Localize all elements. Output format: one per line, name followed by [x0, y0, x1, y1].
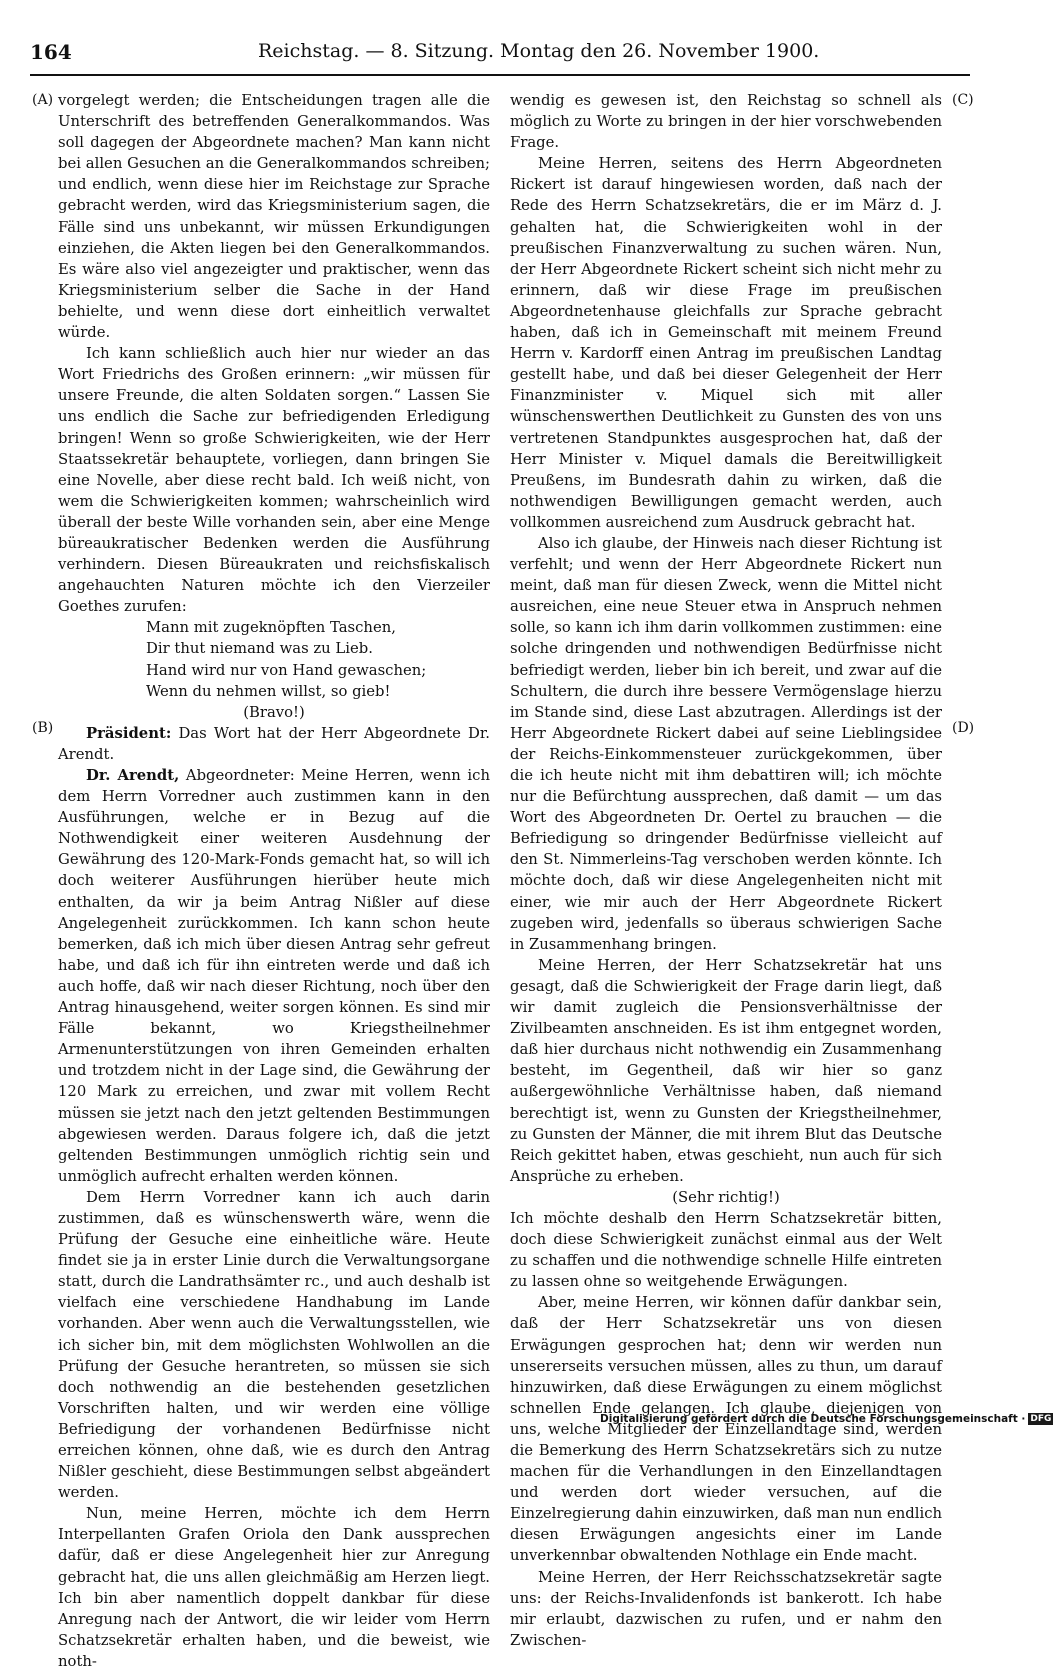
- paragraph: Meine Herren, der Herr Schatzsekretär hat uns gesagt, daß die Schwierigkeit der Frage darin liegt, daß wir damit zugleich die Pensionsverhältnisse der Zivilbeamten anschneiden. Es ist ihm entgegnet worden, daß hier durchaus nicht nothwendig ein Zusammenhang besteht, im Gegentheil, daß wir hier so ganz außergewöhnliche Verhältnisse haben, daß niemand berechtigt ist, wenn zu Gunsten der Kriegstheilnehmer, zu Gunsten der Männer, die mit ihrem Blut das Deutsche Reich gekittet haben, etwas geschieht, nun auch für sich Ansprüche zu erheben.: [510, 956, 942, 1185]
- paragraph: wendig es gewesen ist, den Reichstag so schnell als möglich zu Worte zu bringen in der hier vorschwebenden Frage.: [510, 92, 942, 152]
- interjection-bravo: (Bravo!): [243, 703, 305, 721]
- interjection-sehr-richtig: (Sehr richtig!): [672, 1188, 780, 1206]
- president-statement: [58, 723, 490, 765]
- paragraph: Meine Herren, seitens des Herrn Abgeordneten Rickert ist darauf hingewiesen worden, daß nach der Rede des Herrn Schatzsekretärs, die er im März d. J. gehalten hat, die Schwierigkeiten wohl in der preußischen Finanzverwaltung zu suchen wären. Nun, der Herr Abgeordnete Rickert scheint sich nicht mehr zu erinnern, daß wir diese Frage im preußischen Abgeordnetenhause gleichfalls zur Sprache gebracht haben, daß ich in Gemeinschaft mit meinem Freund Herrn v. Kardorff einen Antrag im preußischen Landtag gestellt habe, und daß bei dieser Gelegenheit der Herr Finanzminister v. Miquel sich mit aller wünschenswerthen Deutlichkeit zu Gunsten des von uns vertretenen Standpunktes ausgesprochen hat, daß der Herr Minister v. Miquel damals die Bereitwilligkeit Preußens, im Bundesrath dahin zu wirken, daß die nothwendigen Bewilligungen gemacht werden, auch vollkommen ausreichend zum Ausdruck gebracht hat.: [510, 155, 942, 531]
- margin-mark-d: (D): [952, 720, 975, 736]
- page-number: 164: [30, 40, 72, 64]
- president-text: Das Wort hat der Herr Abgeordnete Dr. Arendt.: [58, 724, 490, 763]
- verse-line: Hand wird nur von Hand gewaschen;: [146, 661, 427, 679]
- paragraph: Aber, meine Herren, wir können dafür dankbar sein, daß der Herr Schatzsekretär uns von diesen Erwägungen gesprochen hat; denn wir werden nun unsererseits versuchen müssen, alles zu thun, um darauf hinzuwirken, daß diese Erwägungen zu einem möglichst schnellen Ende gelangen. Ich glaube, diejenigen von uns, welche Mitglieder der Einzellandtage sind, werden die Bemerkung des Herrn Schatzsekretärs sich zu nutze machen für die Verhandlungen in den Einzellandtagen und werden dort wieder versuchen, auf die Einzelregierung dahin einzuwirken, daß man nun endlich diesen Erwägungen angesichts einer im Lande unverkennbar obwaltenden Nothlage ein Ende macht.: [510, 1294, 943, 1565]
- footer-text: Digitalisierung gefördert durch die Deutsche Forschungsgemeinschaft ·: [600, 1413, 1026, 1425]
- paragraph: Meine Herren, der Herr Reichsschatzsekretär sagte uns: der Reichs-Invalidenfonds ist bankerott. Ich habe mir erlaubt, dazwischen zu rufen, und er nahm den Zwischen-: [510, 1568, 942, 1649]
- paragraph: Dem Herrn Vorredner kann ich auch darin zustimmen, daß es wünschenswerth wäre, wenn die Prüfung der Gesuche eine einheitliche wäre. Heute findet sie ja in erster Linie durch die Verwaltungsorgane statt, durch die Landrathsämter rc., und auch deshalb ist vielfach eine verschiedene Handhabung im Lande vorhanden. Aber wenn auch die Verwaltungsstellen, wie ich sicher bin, mit dem möglichsten Wohlwollen an die Prüfung der Gesuche herantreten, so müssen sie sich doch nothwendig an die bestehenden gesetzlichen Vorschriften halten, und wir werden eine völlige Befriedigung der vorhandenen Bedürfnisse nicht erreichen können, ohne daß, wie es durch den Antrag Nißler geschieht, diese Bestimmungen selbst abgeändert werden.: [58, 1188, 490, 1502]
- speaker-president: Präsident:: [86, 724, 172, 742]
- margin-mark-c: (C): [952, 92, 974, 108]
- margin-mark-b: (B): [32, 720, 54, 736]
- speaker-arendt: Dr. Arendt,: [86, 767, 180, 784]
- verse-line: Mann mit zugeknöpften Taschen,: [146, 619, 396, 637]
- verse-line: Wenn du nehmen willst, so gieb!: [146, 682, 391, 700]
- left-column: [58, 90, 490, 1670]
- paragraph: vorgelegt werden; die Entscheidungen tragen alle die Unterschrift des betreffenden Generalkommandos. Was soll dagegen der Abgeordnete machen? Man kann nicht bei allen Gesuchen an die Generalkommandos schreiben; und endlich, wenn diese hier im Reichstage zur Sprache gebracht werden, wird das Kriegsministerium sagen, die Fälle sind uns unbekannt, wir müssen Erkundigungen einziehen, die Akten liegen bei den Generalkommandos. Es wäre also viel angezeigter und praktischer, wenn das Kriegsministerium selber die Sache in der Hand behielte, und wenn diese dort einheitlich verwaltet würde.: [58, 92, 490, 342]
- paragraph: Nun, meine Herren, möchte ich dem Herrn Interpellanten Grafen Oriola den Dank aussprechen dafür, daß er diese Angelegenheit hier zur Anregung gebracht hat, die uns allen gleichmäßig am Herzen liegt. Ich bin aber namentlich doppelt dankbar für diese Anregung nach der Antwort, die wir leider vom Herrn Schatzsekretär erhalten haben, und die beweist, wie noth-: [58, 1505, 490, 1670]
- margin-mark-a: (A): [32, 92, 54, 108]
- paragraph: Ich kann schließlich auch hier nur wieder an das Wort Friedrichs des Großen erinnern: „wir müssen für unsere Freunde, die alten Soldaten sorgen.“ Lassen Sie uns endlich die Sache zur befriedigenden Erledigung bringen! Wenn so große Schwierigkeiten, wie der Herr Staatssekretär behauptete, vorliegen, dann bringen Sie eine Novelle, aber diese recht bald. Ich weiß nicht, von wem die Schwierigkeiten kommen; wahrscheinlich wird überall der beste Wille vorhanden sein, aber eine Menge büreaukratischer Bedenken werden die Ausführung verhindern. Diesen Büreaukraten und reichsfiskalisch angehauchten Naturen möchte ich den Vierzeiler Goethes zurufen:: [58, 345, 490, 616]
- footer-credit: [600, 1413, 1052, 1429]
- running-head: Reichstag. — 8. Sitzung. Montag den 26. November 1900.: [258, 40, 820, 62]
- paragraph: Ich möchte deshalb den Herrn Schatzsekretär bitten, doch diese Schwierigkeit zunächst einmal aus der Welt zu schaffen und die nothwendige schnelle Hilfe eintreten zu lassen ohne so weitgehende Erwägungen.: [510, 1209, 942, 1291]
- paragraph: Also ich glaube, der Hinweis nach dieser Richtung ist verfehlt; und wenn der Herr Abgeordnete Rickert nun meint, daß man für diesen Zweck, wenn die Mittel nicht ausreichen, eine neue Steuer etwa in Anspruch nehmen solle, so kann ich ihm darin vollkommen zustimmen: eine solche dringenden und nothwendigen Bedürfnisse nicht befriedigt werden, lieber bin ich bereit, und zwar auf die Schultern, die durch ihre bessere Vermögenslage hierzu im Stande sind, diese Last abzutragen. Allerdings ist der Herr Abgeordnete Rickert dabei auf seine Lieblingsidee der Reichs-Einkommensteuer zurückgekommen, über die ich heute nicht mit ihm debattiren will; ich möchte nur die Befürchtung aussprechen, daß damit — um das Wort des Abgeordneten Dr. Oertel zu brauchen — die Befriedigung so dringender Bedürfnisse vielleicht auf den St. Nimmerleins-Tag verschoben werden könnte. Ich möchte doch, daß wir diese Angelegenheiten nicht mit einer, wie mir auch der Herr Abgeordnete Rickert zugeben wird, jedenfalls so überaus schwierigen Sache in Zusammenhang bringen.: [510, 534, 942, 953]
- verse-line: Dir thut niemand was zu Lieb.: [146, 640, 373, 658]
- dfg-logo-icon: DFG: [1030, 1414, 1052, 1424]
- page-header: [30, 40, 970, 70]
- arendt-speech: [58, 765, 490, 1187]
- header-rule: [30, 74, 970, 76]
- arendt-text: Abgeordneter: Meine Herren, wenn ich dem Herrn Vorredner auch zustimmen kann in den Ausführungen, welche er in Bezug auf die Nothwendigkeit einer weiteren Ausdehnung der Gewährung des 120-Mark-Fonds gemacht hat, so will ich doch weiterer Ausführungen hierüber heute mich enthalten, da wir ja beim Antrag Nißler auf diese Angelegenheit zurückkommen. Ich kann schon heute bemerken, daß ich mich über diesen Antrag sehr gefreut habe, und daß ich für ihn eintreten werde und daß ich auch hoffe, daß wir nach dieser Richtung, noch über den Antrag hinausgehend, weiter sorgen können. Es sind mir Fälle bekannt, wo Kriegstheilnehmer Armenunterstützungen von ihren Gemeinden erhalten und trotzdem nicht in der Lage sind, die Gewährung der 120 Mark zu erreichen, und zwar mit vollem Recht müssen sie jetzt nach den jetzt geltenden Bestimmungen abgewiesen werden. Daraus folgere ich, daß die jetzt geltenden Bestimmungen unmöglich richtig sein und unmöglich aufrecht erhalten werden können.: [58, 767, 490, 1185]
